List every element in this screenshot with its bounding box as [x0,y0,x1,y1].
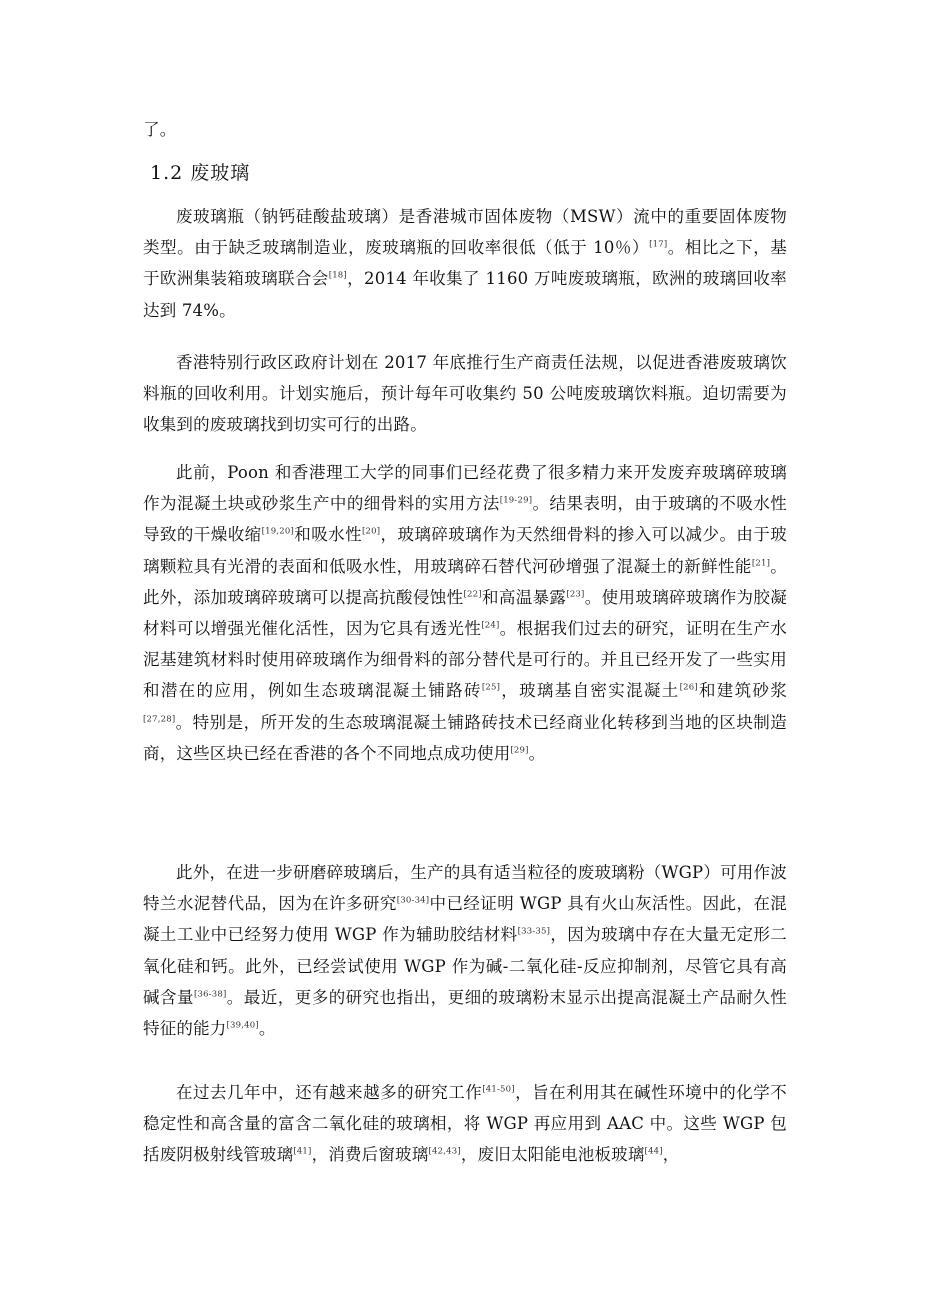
text-run: ，玻璃碎玻璃作为天然细骨料的掺入可以减少。由于玻璃颗粒具有光滑的表面和低吸水性，用玻璃碎石替代河砂增强了混凝土的新鲜性能 [143,525,787,576]
citation-marker: [19,20] [261,527,294,538]
text-run: ，因为玻璃中存在大量无定形二氧化硅和钙。此外，已经尝试使用 WGP 作为碱-二氧化硅-反应抑制剂，尽管它具有高碱含量 [143,925,787,1007]
text-run: ， [662,1145,680,1165]
text-run: 废玻璃瓶（钠钙硅酸盐玻璃）是香港城市固体废物（MSW）流中的重要固体废物类型。由于缺乏玻璃制造业，废玻璃瓶的回收率很低（低于 10％） [143,207,787,258]
citation-marker: [17] [649,239,668,250]
citation-marker: [18] [328,271,347,282]
text-run: 。最近，更多的研究也指出，更细的玻璃粉末显示出提高混凝土产品耐久性特征的能力 [143,987,787,1039]
text-run: ，2014 年收集了 1160 万吨废玻璃瓶，欧洲的玻璃回收率达到 74%。 [143,269,787,320]
text-run: 在过去几年中，还有越来越多的研究工作 [176,1083,483,1102]
paragraph-aac-research [143,1077,787,1171]
citation-marker: [44] [644,1147,663,1158]
citation-marker: [19-29] [499,495,533,506]
text-run: 和高温暴露 [481,587,567,607]
paragraph-hksar-policy [143,347,787,441]
citation-marker: [23] [566,589,585,600]
text-run: ，废旧太阳能电池板玻璃 [460,1145,645,1165]
text-run: ，旨在利用其在碱性环境中的化学不稳定性和高含量的富含二氧化硅的玻璃相，将 WGP 再应用到 AAC 中。这些 WGP 包括废阴极射线管玻璃 [143,1083,787,1165]
text-run: 。根据我们过去的研究，证明在生产水泥基建筑材料时使用碎玻璃作为细骨料的部分替代是可行的。并且已经开发了一些实用和潜在的应用，例如生态玻璃混凝土铺路砖 [143,619,788,701]
citation-marker: [25] [481,683,501,694]
citation-marker: [20] [362,527,381,538]
citation-marker: [29] [510,745,529,756]
text-run: ，玻璃基自密实混凝土 [500,681,680,701]
citation-marker: [39,40] [226,1020,259,1031]
text-run: 此前，Poon 和香港理工大学的同事们已经花费了很多精力来开发废弃玻璃碎玻璃作为混凝土块或砂浆生产中的细骨料的实用方法 [143,463,787,514]
citation-marker: [41-50] [482,1084,515,1095]
section-heading: 1.2 废玻璃 [150,162,251,184]
citation-marker: [24] [481,620,500,631]
citation-marker: [33-35] [517,927,551,938]
citation-marker: [27,28] [143,714,176,725]
text-run: 。相比之下，基于欧洲集装箱玻璃联合会 [143,238,787,289]
text-run: 香港特别行政区政府计划在 2017 年底推行生产商责任法规，以促进香港废玻璃饮料瓶的回收利用。计划实施后，预计每年可收集约 50 公吨废玻璃饮料瓶。迫切需要为收集到的废玻璃找到切实可行的出路。 [143,353,787,435]
text-run: 。结果表明，由于玻璃的不吸水性导致的干燥收缩 [143,494,788,545]
citation-marker: [41] [293,1147,312,1158]
paragraph-waste-glass-bottles [143,201,787,326]
text-run: 。此外，添加玻璃碎玻璃可以提高抗酸侵蚀性 [143,556,788,607]
paragraph-prior-research [143,457,787,769]
text-run: 。使用玻璃碎玻璃作为胶凝材料可以增强光催化活性，因为它具有透光性 [143,587,787,639]
citation-marker: [36-38] [193,989,227,1000]
citation-marker: [26] [679,683,698,694]
text-run: 。特别是，所开发的生态玻璃混凝土铺路砖技术已经商业化转移到当地的区块制造商，这些区块已经在香港的各个不同地点成功使用 [143,712,787,763]
citation-marker: [42,43] [428,1147,461,1158]
text-run: 和建筑砂浆 [697,681,788,701]
citation-marker: [30-34] [396,895,430,906]
citation-marker: [21] [751,558,771,569]
text-run: 。 [258,1019,276,1039]
citation-marker: [22] [463,589,482,600]
text-run: 中已经证明 WGP 具有火山灰活性。因此，在混凝土工业中已经努力使用 WGP 作为辅助胶结材料 [143,894,787,945]
text-run: 此外，在进一步研磨碎玻璃后，生产的具有适当粒径的废玻璃粉（WGP）可用作波特兰水泥替代品，因为在许多研究 [143,863,787,914]
text-run: 。 [528,743,546,763]
paragraph-waste-glass-powder [143,857,787,1044]
paragraph-continuation: 了。 [143,120,177,139]
text-run: 和吸水性 [294,525,363,545]
text-run: ，消费后窗玻璃 [311,1145,429,1165]
